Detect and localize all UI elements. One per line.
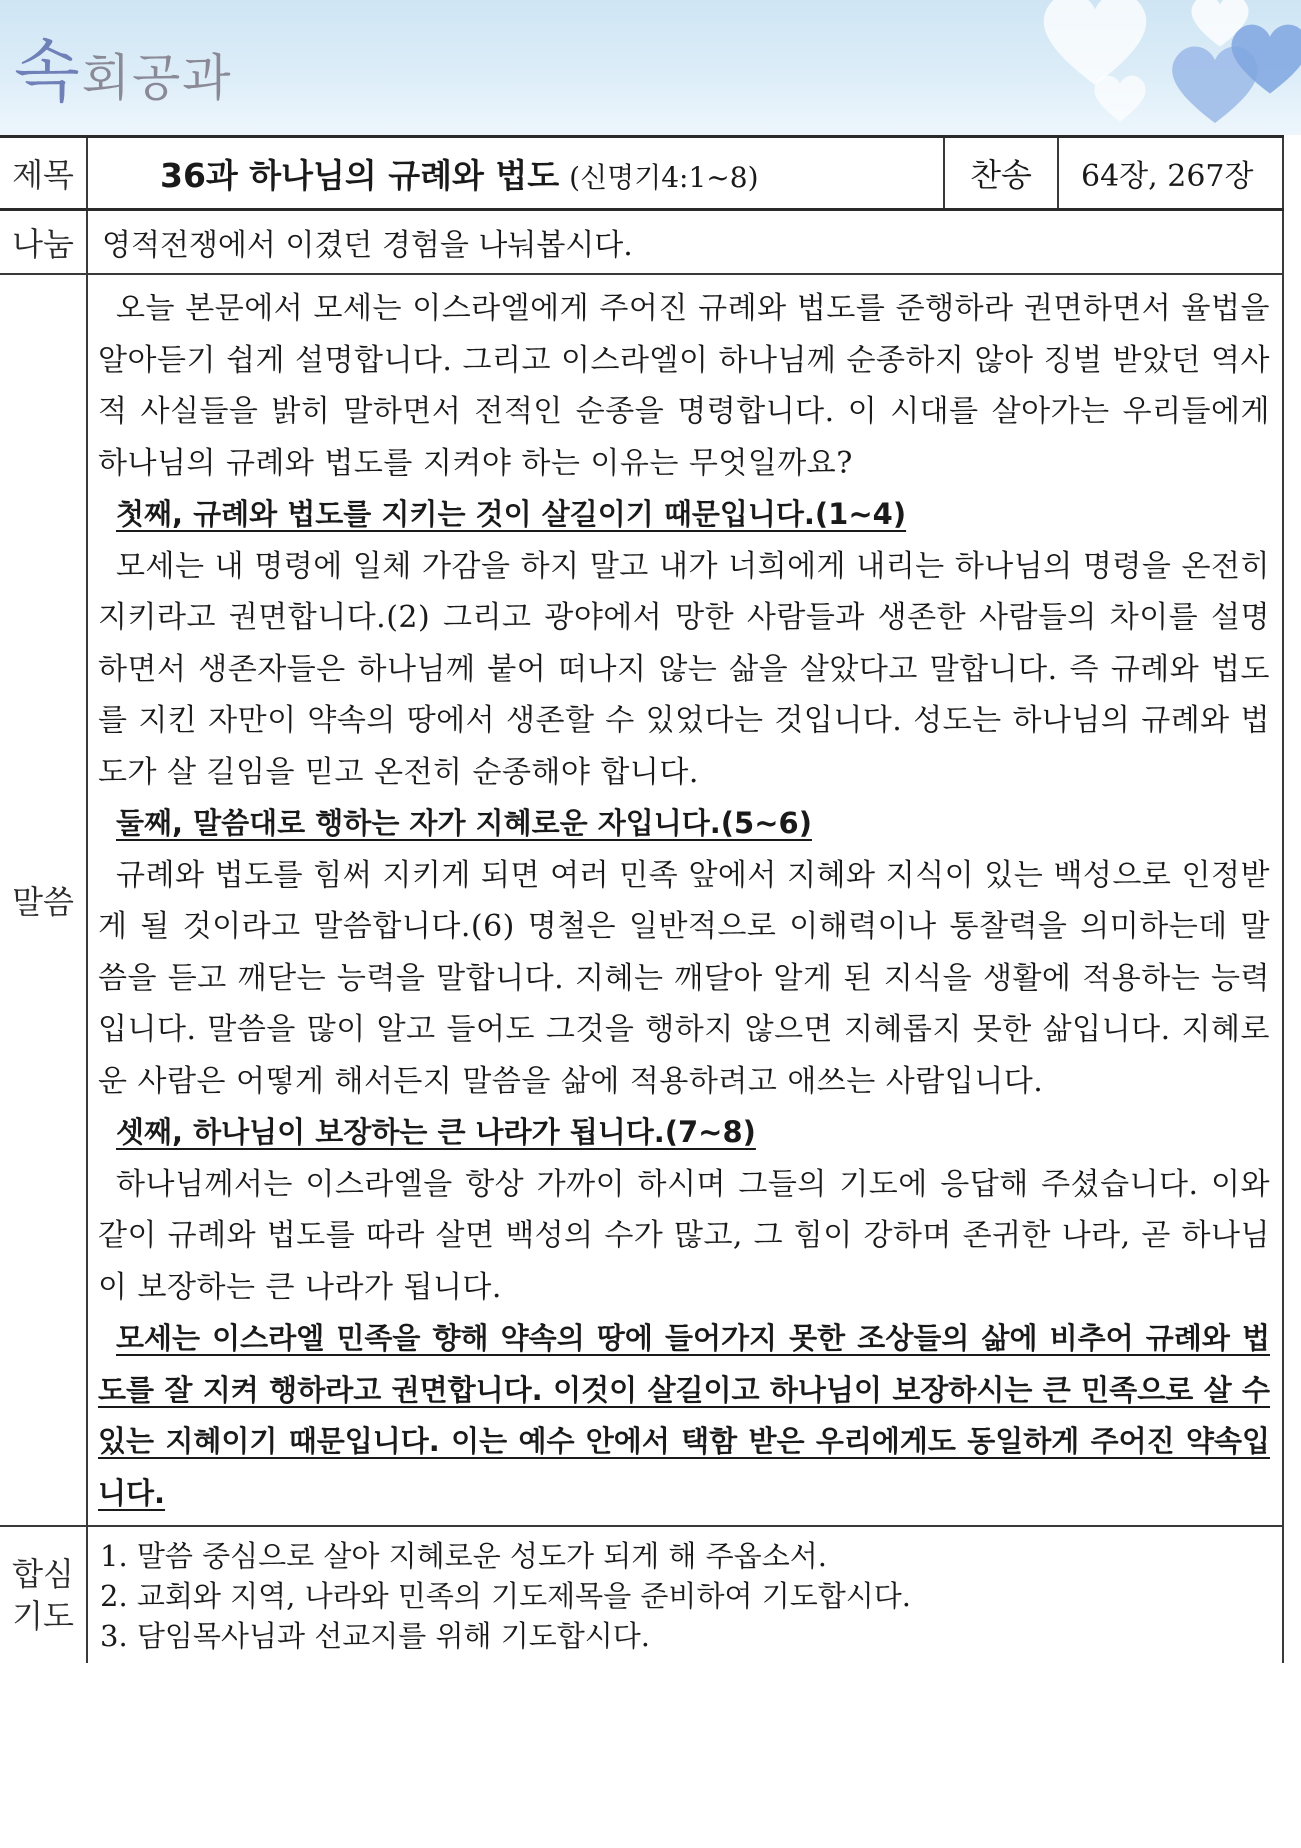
prayer-label-line: 기도 <box>12 1597 74 1635</box>
hymn-label: 찬송 <box>944 137 1058 210</box>
point-body: 하나님께서는 이스라엘을 항상 가까이 하시며 그들의 기도에 응답해 주셨습니다. 이와 같이 규례와 법도를 따라 살면 백성의 수가 많고, 그 힘이 강하며 존귀한 나라, 곧 하나님이 보장하는 큰 나라가 됩니다. <box>98 1166 1270 1305</box>
prayer-item: 2. 교회와 지역, 나라와 민족의 기도제목을 준비하여 기도합시다. <box>100 1579 911 1613</box>
conclusion-paragraph: 모세는 이스라엘 민족을 향해 약속의 땅에 들어가지 못한 조상들의 삶에 비추어 규례와 법도를 잘 지켜 행하라고 권면합니다. 이것이 살길이고 하나님이 보장하시는 큰 민족으로 살 수 있는 지혜이기 때문입니다. 이는 예수 안에서 택함 받은 우리에게도 동일하게 주어진 약속입니다. <box>98 1321 1270 1510</box>
point-body: 모세는 내 명령에 일체 가감을 하지 말고 내가 너희에게 내리는 하나님의 명령을 온전히 지키라고 권면합니다.(2) 그리고 광야에서 망한 사람들과 생존한 사람들의 차이를 설명하면서 생존자들은 하나님께 붙어 떠나지 않는 삶을 살았다고 말합니다. 즉 규례와 법도를 지킨 자만이 약속의 땅에서 생존할 수 있었다는 것입니다. 성도는 하나님의 규례와 법도가 살 길임을 믿고 온전히 순종해야 합니다. <box>98 548 1270 790</box>
heart-icon <box>1225 15 1301 100</box>
prayer-list <box>87 1526 1283 1663</box>
lesson-table <box>0 135 1284 1663</box>
title-label: 제목 <box>0 137 87 210</box>
word-body <box>87 274 1283 1526</box>
section-title <box>14 18 233 115</box>
point-heading: 둘째, 말씀대로 행하는 자가 지혜로운 자입니다.(5~6) <box>116 806 812 840</box>
section-title-rest: 회공과 <box>81 49 233 107</box>
prayer-item: 3. 담임목사님과 선교지를 위해 기도합시다. <box>100 1619 650 1653</box>
word-row <box>0 274 1283 1526</box>
share-row <box>0 210 1283 275</box>
prayer-label-line: 합심 <box>12 1555 74 1593</box>
prayer-label <box>0 1526 87 1663</box>
point-heading: 첫째, 규례와 법도를 지키는 것이 살길이기 때문입니다.(1~4) <box>116 497 907 531</box>
point-heading: 셋째, 하나님이 보장하는 큰 나라가 됩니다.(7~8) <box>116 1115 756 1149</box>
title-row <box>0 137 1283 210</box>
intro-paragraph: 오늘 본문에서 모세는 이스라엘에게 주어진 규례와 법도를 준행하라 권면하면서 율법을 알아듣기 쉽게 설명합니다. 그리고 이스라엘이 하나님께 순종하지 않아 징벌 받았던 역사적 사실들을 밝히 말하면서 전적인 순종을 명령합니다. 이 시대를 살아가는 우리들에게 하나님의 규례와 법도를 지켜야 하는 이유는 무엇일까요? <box>98 291 1270 481</box>
lesson-title: 36과 하나님의 규례와 법도 <box>160 155 560 195</box>
section-title-first: 속 <box>14 33 82 112</box>
prayer-row <box>0 1526 1283 1663</box>
word-label: 말씀 <box>0 274 87 1526</box>
heart-icon <box>1090 70 1150 125</box>
hymn-value: 64장, 267장 <box>1058 137 1283 210</box>
header-banner <box>0 0 1301 135</box>
lesson-sheet <box>0 135 1301 1663</box>
share-text: 영적전쟁에서 이겼던 경험을 나눠봅시다. <box>87 210 1283 275</box>
share-label: 나눔 <box>0 210 87 275</box>
scripture-reference: (신명기4:1~8) <box>569 160 759 194</box>
prayer-item: 1. 말씀 중심으로 살아 지혜로운 성도가 되게 해 주옵소서. <box>100 1539 827 1573</box>
lesson-title-cell <box>87 137 944 210</box>
point-body: 규례와 법도를 힘써 지키게 되면 여러 민족 앞에서 지혜와 지식이 있는 백성으로 인정받게 될 것이라고 말씀합니다.(6) 명철은 일반적으로 이해력이나 통찰력을 의미하는데 말씀을 듣고 깨닫는 능력을 말합니다. 지혜는 깨달아 알게 된 지식을 생활에 적용하는 능력입니다. 말씀을 많이 알고 들어도 그것을 행하지 않으면 지혜롭지 못한 삶입니다. 지혜로운 사람은 어떻게 해서든지 말씀을 삶에 적용하려고 애쓰는 사람입니다. <box>98 857 1270 1099</box>
